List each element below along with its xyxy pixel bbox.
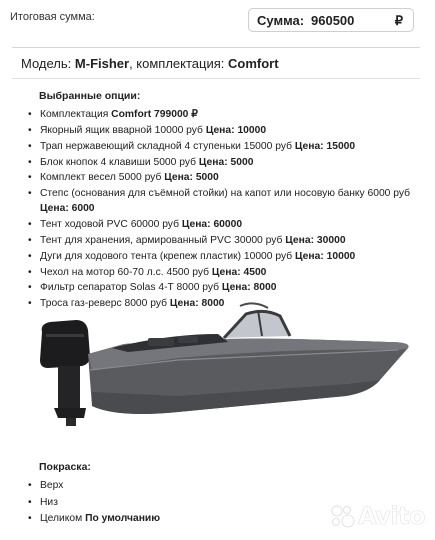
paint-bold-text: По умолчанию — [85, 513, 161, 524]
price-label: Цена: — [221, 282, 251, 294]
price-label: Цена: — [198, 156, 228, 168]
option-text: Фильтр сепаратор Solas 4-T 8000 руб — [40, 282, 222, 294]
option-text: Трап нержавеющий складной 4 ступеньки 15000 руб — [40, 140, 295, 152]
sum-label: Сумма: — [257, 13, 305, 28]
option-item — [28, 123, 428, 138]
divider — [12, 78, 420, 79]
outboard-motor — [40, 320, 90, 426]
option-text: Чехол на мотор 60-70 л.с. 4500 руб — [40, 266, 212, 278]
paint-title: Покраска: — [39, 461, 91, 473]
price-value: 30000 — [316, 234, 346, 246]
paint-text: Целиком — [40, 513, 86, 524]
option-item — [28, 217, 428, 232]
price-label: Цена: — [295, 250, 324, 262]
price-value: 5000 — [195, 172, 219, 184]
price-label: Цена: — [285, 234, 315, 246]
divider — [12, 47, 420, 48]
model-name: M-Fisher — [74, 56, 130, 71]
sum-value: 960500 — [311, 13, 355, 28]
price-value: 15000 — [326, 140, 356, 152]
price-value: 10000 — [326, 250, 356, 262]
options-title: Выбранные опции: — [39, 90, 141, 102]
options-list — [28, 107, 428, 312]
config-name: Comfort — [228, 56, 279, 71]
price-label: Цена: — [211, 266, 241, 278]
boat-image — [28, 300, 418, 432]
option-item — [28, 170, 428, 185]
price-value: 8000 — [201, 298, 225, 310]
price-label: Цена: — [169, 298, 199, 310]
option-item — [28, 265, 428, 280]
total-sum-box — [248, 8, 414, 32]
option-item — [28, 155, 428, 170]
option-item — [28, 249, 428, 264]
option-item — [28, 139, 428, 154]
option-text: Троса газ-реверс 8000 руб — [40, 298, 170, 310]
model-line — [21, 56, 279, 71]
price-value: 60000 — [213, 219, 243, 231]
option-text: Якорный ящик вварной 10000 руб — [40, 124, 206, 136]
paint-text: Верх — [40, 480, 64, 491]
currency-symbol: ₽ — [394, 13, 403, 28]
paint-item — [28, 495, 160, 510]
price-value: 8000 — [253, 282, 277, 294]
total-bar — [0, 0, 435, 40]
avito-watermark — [328, 500, 428, 532]
avito-logo-icon — [328, 502, 356, 530]
price-label: Цена: — [164, 172, 193, 184]
boat-windshield — [224, 303, 290, 338]
price-value: 10000 — [237, 124, 267, 136]
price-value: 6000 — [71, 203, 95, 215]
paint-text: Низ — [40, 496, 58, 508]
option-text: Тент для хранения, армированный PVC 30000 руб — [40, 234, 286, 246]
option-item — [28, 280, 428, 295]
option-bold-text: Comfort 799000 ₽ — [111, 109, 198, 120]
price-label: Цена: — [205, 124, 235, 136]
option-item — [28, 186, 428, 216]
option-item — [28, 233, 428, 248]
model-prefix: Модель: — [21, 56, 72, 71]
avito-watermark-text: Avito — [358, 502, 426, 530]
price-label: Цена: — [294, 140, 324, 152]
option-text: Дуги для ходового тента (крепеж пластик) 10000 руб — [40, 250, 296, 262]
paint-item — [28, 478, 160, 493]
option-text: Тент ходовой PVC 60000 руб — [40, 219, 182, 231]
price-value: 4500 — [243, 266, 267, 278]
price-label: Цена: — [40, 203, 69, 215]
option-item — [28, 107, 428, 122]
option-text: Блок кнопок 4 клавиши 5000 руб — [40, 156, 199, 168]
config-prefix: , комплектация: — [129, 56, 225, 71]
option-text: Комплект весел 5000 руб — [40, 172, 165, 184]
option-text: Степс (основания для съёмной стойки) на капот или носовую банку 6000 руб — [40, 188, 411, 200]
paint-list — [28, 478, 160, 528]
total-label: Итоговая сумма: — [10, 11, 95, 23]
price-label: Цена: — [181, 219, 211, 231]
option-text: Комплектация — [40, 109, 112, 120]
price-value: 5000 — [230, 156, 254, 168]
paint-item — [28, 511, 160, 526]
